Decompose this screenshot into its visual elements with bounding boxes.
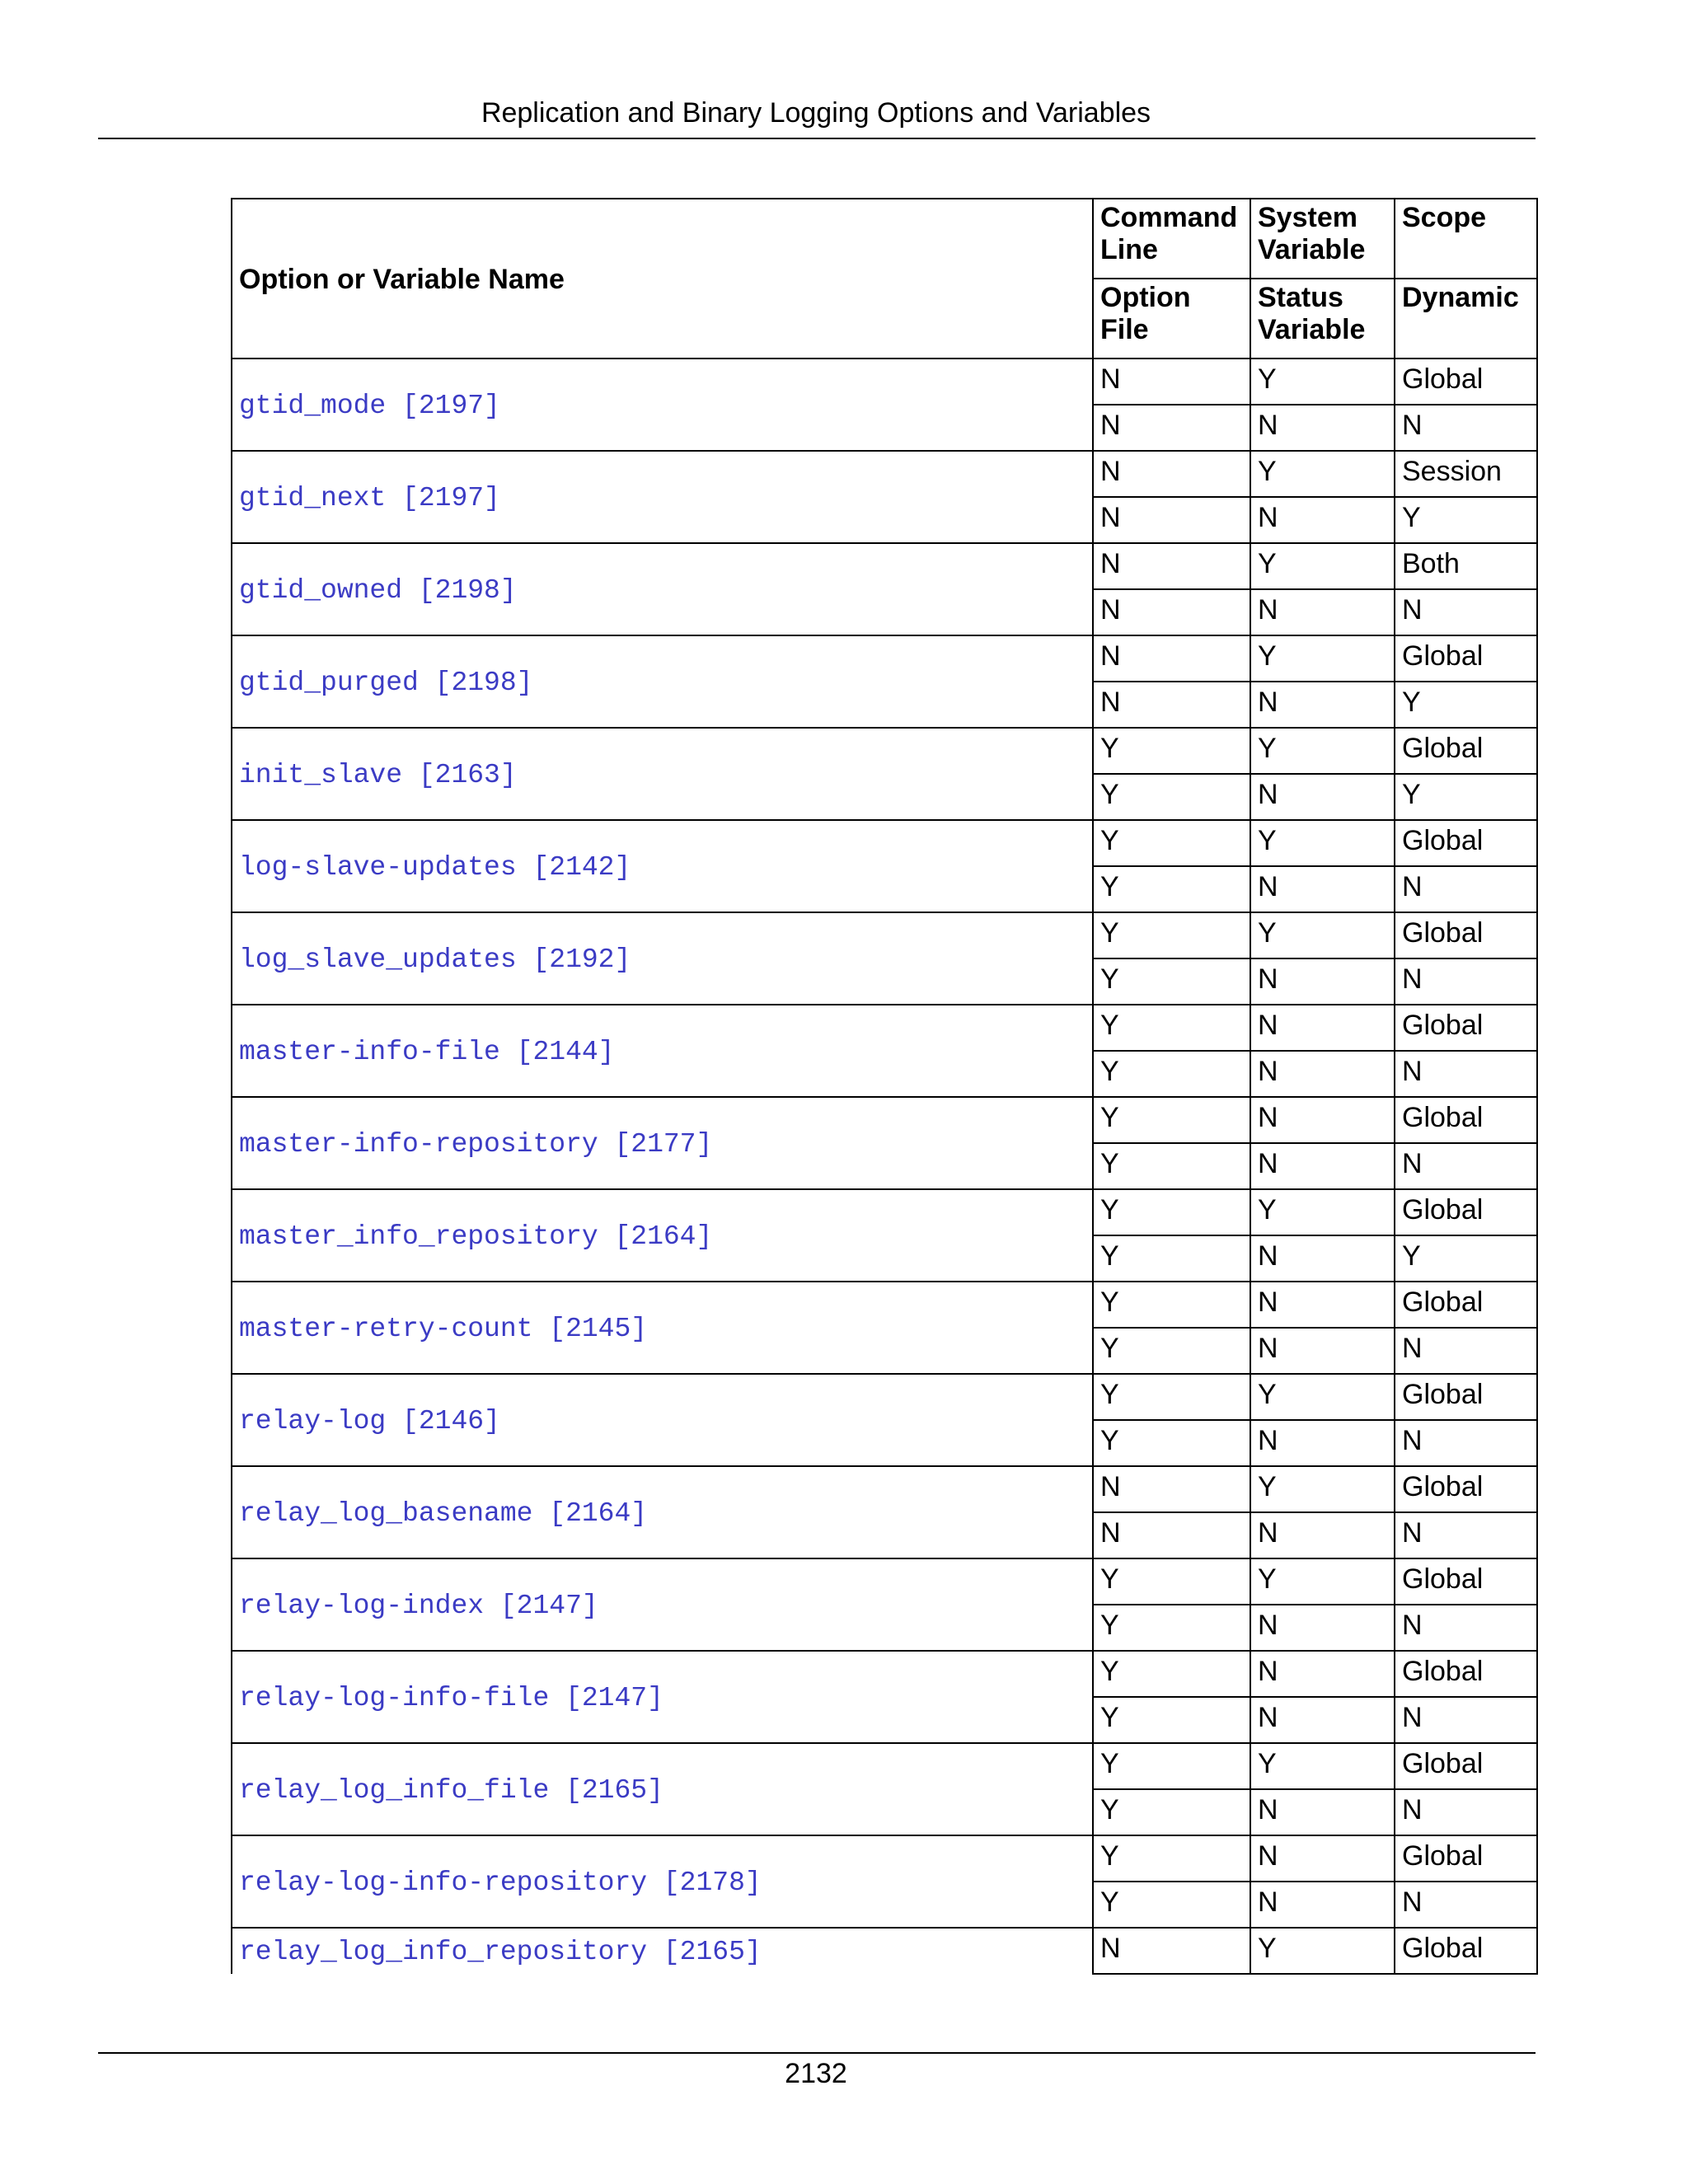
option-name-link[interactable]: master-info-file [2144] — [232, 1005, 1093, 1097]
cell-command-line: Y — [1093, 1097, 1250, 1143]
cell-command-line: N — [1093, 359, 1250, 405]
cell-scope: Global — [1395, 635, 1537, 682]
option-name-link[interactable]: init_slave [2163] — [232, 728, 1093, 820]
cell-system-variable: Y — [1250, 359, 1395, 405]
option-name-link[interactable]: gtid_mode [2197] — [232, 359, 1093, 451]
option-name-link[interactable]: log-slave-updates [2142] — [232, 820, 1093, 912]
cell-dynamic: N — [1395, 866, 1537, 912]
cell-scope: Global — [1395, 1097, 1537, 1143]
table-row — [232, 728, 1537, 774]
cell-command-line: N — [1093, 635, 1250, 682]
table-row — [232, 1928, 1537, 1974]
cell-command-line: N — [1093, 451, 1250, 497]
option-name-link[interactable]: master-info-repository [2177] — [232, 1097, 1093, 1189]
cell-option-file: Y — [1093, 866, 1250, 912]
cell-system-variable: Y — [1250, 912, 1395, 958]
cell-option-file: Y — [1093, 1051, 1250, 1097]
cell-system-variable: Y — [1250, 1743, 1395, 1789]
cell-scope: Global — [1395, 1466, 1537, 1512]
cell-command-line: Y — [1093, 1005, 1250, 1051]
cell-scope: Global — [1395, 1374, 1537, 1420]
header-command-line: Command Line — [1093, 199, 1250, 279]
cell-option-file: Y — [1093, 1328, 1250, 1374]
cell-system-variable: Y — [1250, 1928, 1395, 1974]
option-name-link[interactable]: master_info_repository [2164] — [232, 1189, 1093, 1282]
cell-status-variable: N — [1250, 682, 1395, 728]
cell-option-file: N — [1093, 1512, 1250, 1558]
option-name-link[interactable]: gtid_next [2197] — [232, 451, 1093, 543]
header-system-variable: System Variable — [1250, 199, 1395, 279]
cell-command-line: Y — [1093, 728, 1250, 774]
header-rule — [98, 138, 1536, 139]
cell-system-variable: Y — [1250, 1558, 1395, 1605]
cell-dynamic: Y — [1395, 682, 1537, 728]
header-dynamic: Dynamic — [1395, 279, 1537, 359]
cell-dynamic: Y — [1395, 497, 1537, 543]
cell-system-variable: Y — [1250, 451, 1395, 497]
cell-option-file: N — [1093, 405, 1250, 451]
cell-command-line: N — [1093, 1928, 1250, 1974]
cell-dynamic: Y — [1395, 774, 1537, 820]
cell-dynamic: N — [1395, 1512, 1537, 1558]
table-row — [232, 359, 1537, 405]
cell-scope: Both — [1395, 543, 1537, 589]
option-name-link[interactable]: relay_log_basename [2164] — [232, 1466, 1093, 1558]
cell-scope: Global — [1395, 1928, 1537, 1974]
cell-command-line: Y — [1093, 912, 1250, 958]
cell-status-variable: N — [1250, 1789, 1395, 1835]
table-row — [232, 1466, 1537, 1512]
cell-dynamic: N — [1395, 1605, 1537, 1651]
cell-system-variable: N — [1250, 1651, 1395, 1697]
cell-status-variable: N — [1250, 1143, 1395, 1189]
cell-system-variable: N — [1250, 1005, 1395, 1051]
cell-dynamic: N — [1395, 1882, 1537, 1928]
header-status-variable: Status Variable — [1250, 279, 1395, 359]
cell-scope: Session — [1395, 451, 1537, 497]
table-row — [232, 1282, 1537, 1328]
cell-dynamic: N — [1395, 1143, 1537, 1189]
table-body — [232, 359, 1537, 1974]
cell-option-file: N — [1093, 497, 1250, 543]
cell-command-line: Y — [1093, 820, 1250, 866]
table-row — [232, 912, 1537, 958]
cell-command-line: Y — [1093, 1835, 1250, 1882]
cell-command-line: Y — [1093, 1558, 1250, 1605]
cell-status-variable: N — [1250, 497, 1395, 543]
option-name-link[interactable]: relay-log-index [2147] — [232, 1558, 1093, 1651]
cell-scope: Global — [1395, 359, 1537, 405]
cell-status-variable: N — [1250, 1420, 1395, 1466]
table-row — [232, 543, 1537, 589]
cell-system-variable: Y — [1250, 635, 1395, 682]
table-row — [232, 1374, 1537, 1420]
cell-status-variable: N — [1250, 774, 1395, 820]
header-row-1 — [232, 199, 1537, 279]
cell-system-variable: Y — [1250, 543, 1395, 589]
cell-option-file: Y — [1093, 1697, 1250, 1743]
option-name-link[interactable]: relay_log_info_repository [2165] — [232, 1928, 1093, 1974]
cell-option-file: N — [1093, 589, 1250, 635]
cell-command-line: Y — [1093, 1282, 1250, 1328]
cell-system-variable: N — [1250, 1282, 1395, 1328]
option-name-link[interactable]: master-retry-count [2145] — [232, 1282, 1093, 1374]
cell-option-file: Y — [1093, 1235, 1250, 1282]
cell-command-line: N — [1093, 543, 1250, 589]
cell-command-line: Y — [1093, 1374, 1250, 1420]
cell-system-variable: Y — [1250, 728, 1395, 774]
cell-dynamic: N — [1395, 1697, 1537, 1743]
cell-status-variable: N — [1250, 589, 1395, 635]
option-name-link[interactable]: relay-log [2146] — [232, 1374, 1093, 1466]
cell-status-variable: N — [1250, 866, 1395, 912]
cell-scope: Global — [1395, 1005, 1537, 1051]
cell-status-variable: N — [1250, 1235, 1395, 1282]
option-name-link[interactable]: gtid_owned [2198] — [232, 543, 1093, 635]
table-row — [232, 1558, 1537, 1605]
cell-dynamic: N — [1395, 1051, 1537, 1097]
table-row — [232, 451, 1537, 497]
header-scope: Scope — [1395, 199, 1537, 279]
cell-option-file: Y — [1093, 1143, 1250, 1189]
cell-status-variable: N — [1250, 1328, 1395, 1374]
cell-system-variable: N — [1250, 1097, 1395, 1143]
cell-dynamic: N — [1395, 958, 1537, 1005]
options-variables-table — [231, 198, 1538, 1975]
cell-system-variable: Y — [1250, 1189, 1395, 1235]
cell-option-file: N — [1093, 682, 1250, 728]
header-option-file: Option File — [1093, 279, 1250, 359]
option-name-link[interactable]: log_slave_updates [2192] — [232, 912, 1093, 1005]
option-name-link[interactable]: gtid_purged [2198] — [232, 635, 1093, 728]
cell-dynamic: Y — [1395, 1235, 1537, 1282]
header-option-name: Option or Variable Name — [232, 199, 1093, 359]
cell-dynamic: N — [1395, 1420, 1537, 1466]
footer-rule — [98, 2052, 1536, 2054]
cell-option-file: Y — [1093, 1605, 1250, 1651]
running-header: Replication and Binary Logging Options and Variables — [481, 97, 1151, 129]
cell-dynamic: N — [1395, 405, 1537, 451]
cell-command-line: Y — [1093, 1189, 1250, 1235]
cell-command-line: N — [1093, 1466, 1250, 1512]
cell-option-file: Y — [1093, 774, 1250, 820]
cell-command-line: Y — [1093, 1743, 1250, 1789]
cell-scope: Global — [1395, 912, 1537, 958]
cell-scope: Global — [1395, 1282, 1537, 1328]
cell-option-file: Y — [1093, 1789, 1250, 1835]
cell-scope: Global — [1395, 1743, 1537, 1789]
cell-status-variable: N — [1250, 1605, 1395, 1651]
cell-status-variable: N — [1250, 405, 1395, 451]
table-row — [232, 1005, 1537, 1051]
cell-option-file: Y — [1093, 1882, 1250, 1928]
cell-scope: Global — [1395, 1835, 1537, 1882]
cell-command-line: Y — [1093, 1651, 1250, 1697]
cell-scope: Global — [1395, 820, 1537, 866]
page-number: 2132 — [785, 2058, 847, 2089]
cell-system-variable: Y — [1250, 1466, 1395, 1512]
option-name-link[interactable]: relay-log-info-repository [2178] — [232, 1835, 1093, 1928]
cell-scope: Global — [1395, 1189, 1537, 1235]
cell-dynamic: N — [1395, 589, 1537, 635]
cell-dynamic: N — [1395, 1789, 1537, 1835]
cell-system-variable: N — [1250, 1835, 1395, 1882]
option-name-link[interactable]: relay-log-info-file [2147] — [232, 1651, 1093, 1743]
table-row — [232, 1189, 1537, 1235]
cell-dynamic: N — [1395, 1328, 1537, 1374]
cell-status-variable: N — [1250, 1051, 1395, 1097]
option-name-link[interactable]: relay_log_info_file [2165] — [232, 1743, 1093, 1835]
cell-status-variable: N — [1250, 1512, 1395, 1558]
table-row — [232, 1835, 1537, 1882]
table-row — [232, 820, 1537, 866]
table-row — [232, 1743, 1537, 1789]
cell-system-variable: Y — [1250, 1374, 1395, 1420]
table-row — [232, 635, 1537, 682]
cell-scope: Global — [1395, 1558, 1537, 1605]
cell-option-file: Y — [1093, 958, 1250, 1005]
cell-scope: Global — [1395, 728, 1537, 774]
table-row — [232, 1651, 1537, 1697]
table-row — [232, 1097, 1537, 1143]
cell-status-variable: N — [1250, 958, 1395, 1005]
cell-status-variable: N — [1250, 1697, 1395, 1743]
cell-option-file: Y — [1093, 1420, 1250, 1466]
cell-status-variable: N — [1250, 1882, 1395, 1928]
cell-system-variable: Y — [1250, 820, 1395, 866]
cell-scope: Global — [1395, 1651, 1537, 1697]
